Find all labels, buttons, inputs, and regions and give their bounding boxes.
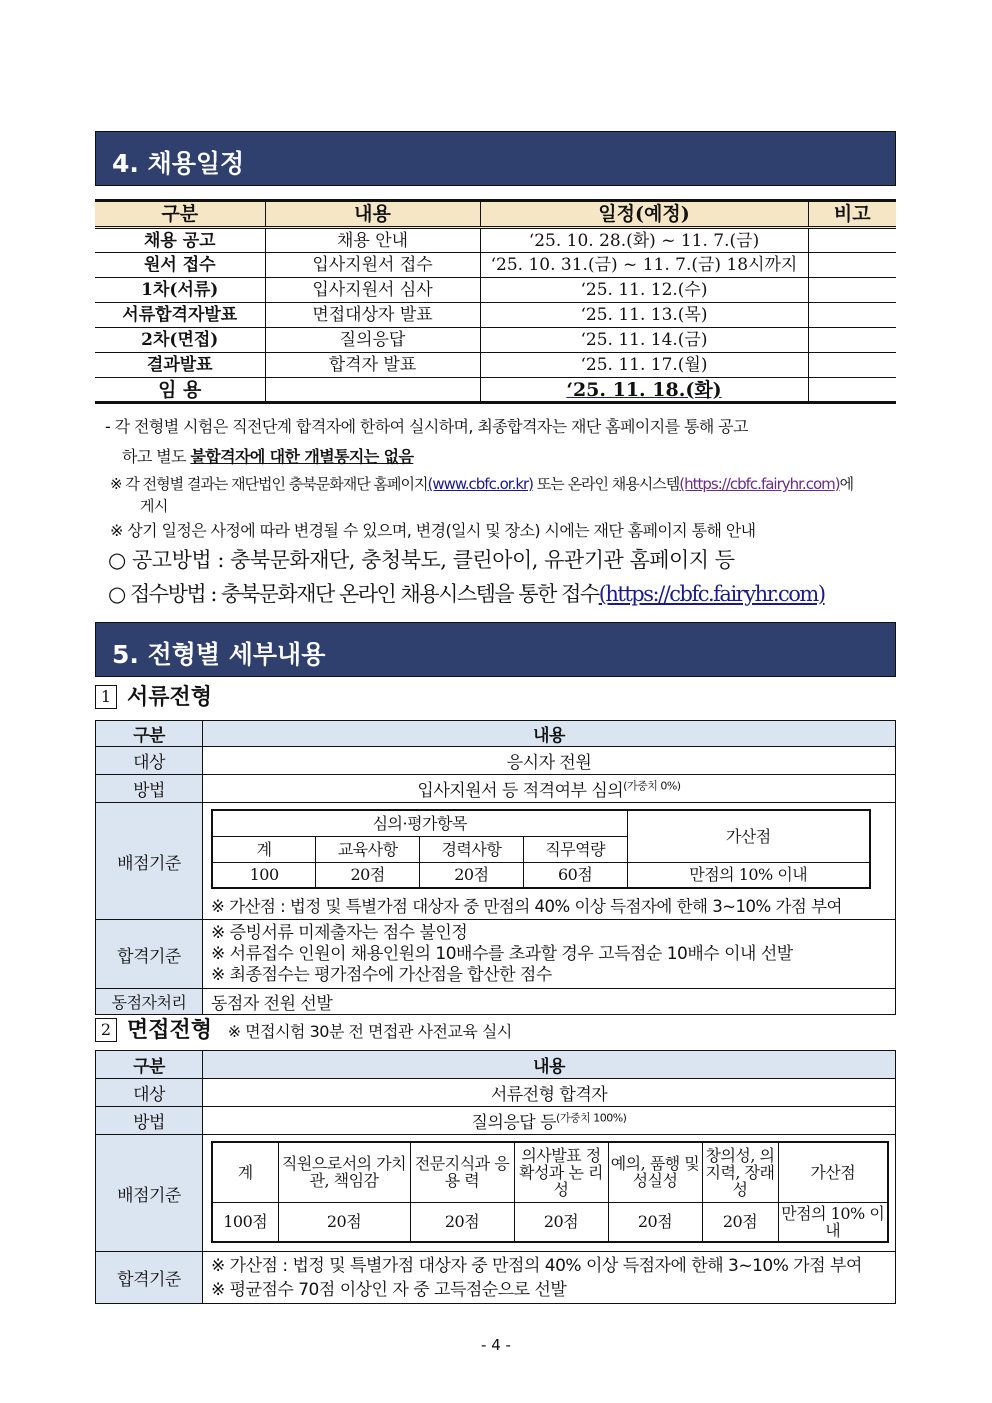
score-note: ※ 가산점 : 법정 및 특별가점 대상자 중 만점의 40% 이상 득점자에 한해 3~10% 가점 부여 <box>211 897 842 916</box>
subsection-note: ※ 면접시험 30분 전 면접관 사전교육 실시 <box>227 1022 512 1041</box>
note-text: 또는 온라인 채용시스템 <box>533 475 680 493</box>
cell: ‘25. 11. 13.(목) <box>480 303 808 328</box>
cell <box>808 378 896 403</box>
cell: 2차(면접) <box>95 328 265 353</box>
apply-link[interactable]: (https://cbfc.fairyhr.com) <box>598 582 825 606</box>
method-text: 입사지원서 등 적격여부 심의 <box>417 781 624 801</box>
note-2-cont: 게시 <box>140 497 168 515</box>
inner-col-header: 예의, 품행 및 성실성 <box>608 1142 702 1202</box>
table-row <box>95 303 896 328</box>
method-value <box>203 1107 896 1135</box>
weight-note: (가중치 0%) <box>623 779 681 793</box>
table-row <box>95 228 896 253</box>
score-inner-table <box>211 1141 889 1243</box>
row-label: 합격기준 <box>96 1252 203 1304</box>
cell <box>808 253 896 278</box>
cell: 임 용 <box>95 378 265 403</box>
pass-item: ※ 평균점수 70점 이상인 자 중 고득점순으로 선발 <box>211 1279 567 1300</box>
table-row <box>95 328 896 353</box>
note-text: ※ 각 전형별 결과는 재단법인 충북문화재단 홈페이지 <box>110 475 428 493</box>
note-1: - 각 전형별 시험은 직전단계 합격자에 한하여 실시하며, 최종합격자는 재단 홈페이지를 통해 공고 <box>105 417 748 436</box>
inner-value: 20점 <box>514 1202 608 1242</box>
subsection-title <box>95 1013 512 1044</box>
homepage-link[interactable]: (www.cbfc.or.kr) <box>427 475 534 493</box>
row-label: 대상 <box>96 747 203 775</box>
cell: 입사지원서 심사 <box>265 278 480 303</box>
pass-item: ※ 최종점수는 평가점수에 가산점을 합산한 점수 <box>211 964 552 985</box>
table-row <box>95 353 896 378</box>
target-value: 응시자 전원 <box>203 747 896 775</box>
inner-value: 만점의 10% 이내 <box>778 1202 888 1242</box>
inner-value: 60점 <box>523 862 627 888</box>
pass-item: ※ 증빙서류 미제출자는 점수 불인정 <box>211 922 468 943</box>
inner-col-header: 교육사항 <box>316 836 420 862</box>
cell: 1차(서류) <box>95 278 265 303</box>
note-1-cont <box>122 444 413 467</box>
table-header-row <box>95 201 896 228</box>
note-text: 에 <box>839 475 854 493</box>
header-cell: 내용 <box>203 1051 896 1079</box>
inner-value: 100점 <box>212 1202 278 1242</box>
table-row <box>95 253 896 278</box>
row-label: 방법 <box>96 1107 203 1135</box>
cell: 질의응답 <box>265 328 480 353</box>
header-cell: 내용 <box>203 721 896 747</box>
inner-value: 20점 <box>420 862 524 888</box>
number-box: 2 <box>95 1018 117 1042</box>
schedule-table <box>95 199 896 404</box>
pass-criteria <box>203 1252 896 1304</box>
cell <box>808 353 896 378</box>
target-value: 서류전형 합격자 <box>203 1079 896 1107</box>
note-2 <box>110 473 853 494</box>
note-3: ※ 상기 일정은 사정에 따라 변경될 수 있으며, 변경(일시 및 장소) 시에는 재단 홈페이지 통해 안내 <box>110 521 756 540</box>
section-4-header: 4. 채용일정 <box>95 131 896 186</box>
inner-col-header: 가산점 <box>778 1142 888 1202</box>
inner-value: 20점 <box>702 1202 778 1242</box>
inner-col-header: 전문지식과 응 용 력 <box>410 1142 514 1202</box>
cell: 서류합격자발표 <box>95 303 265 328</box>
inner-value: 20점 <box>278 1202 410 1242</box>
inner-col-header: 계 <box>212 836 316 862</box>
cell: ‘25. 11. 14.(금) <box>480 328 808 353</box>
cell: 합격자 발표 <box>265 353 480 378</box>
cell <box>808 228 896 253</box>
header-cell: 구분 <box>95 201 265 228</box>
cell: 면접대상자 발표 <box>265 303 480 328</box>
cell: ‘25. 11. 17.(월) <box>480 353 808 378</box>
header-cell: 일정(예정) <box>480 201 808 228</box>
table-row <box>95 378 896 403</box>
method-text: 질의응답 등 <box>471 1113 557 1133</box>
method-value <box>203 775 896 803</box>
note-text: ○ 접수방법 : 충북문화재단 온라인 채용시스템을 통한 접수 <box>108 582 599 606</box>
inner-col-header: 의사발표 정확성과 논 리 성 <box>514 1142 608 1202</box>
apply-method <box>108 578 825 608</box>
cell: ‘25. 11. 18.(화) <box>480 378 808 403</box>
section-5-header: 5. 전형별 세부내용 <box>95 622 896 677</box>
cell: 원서 접수 <box>95 253 265 278</box>
number-box: 1 <box>95 685 117 709</box>
recruit-system-link[interactable]: (https://cbfc.fairyhr.com) <box>679 475 840 493</box>
score-cell <box>203 803 896 920</box>
cell: 입사지원서 접수 <box>265 253 480 278</box>
cell <box>265 378 480 403</box>
inner-col-header: 직무역량 <box>523 836 627 862</box>
inner-value: 만점의 10% 이내 <box>627 862 870 888</box>
row-label: 동점자처리 <box>96 989 203 1015</box>
tie-value: 동점자 전원 선발 <box>203 989 896 1015</box>
inner-col-header: 직원으로서의 가치관, 책임감 <box>278 1142 410 1202</box>
cell: 채용 공고 <box>95 228 265 253</box>
header-cell: 내용 <box>265 201 480 228</box>
score-cell <box>203 1135 896 1252</box>
cell: ‘25. 10. 31.(금) ~ 11. 7.(금) 18시까지 <box>480 253 808 278</box>
header-cell: 비고 <box>808 201 896 228</box>
inner-col-header: 계 <box>212 1142 278 1202</box>
cell: ‘25. 11. 12.(수) <box>480 278 808 303</box>
row-label: 배점기준 <box>96 1135 203 1252</box>
cell: 결과발표 <box>95 353 265 378</box>
pass-criteria <box>203 920 896 989</box>
inner-col-header: 경력사항 <box>420 836 524 862</box>
document-screening-table <box>95 720 896 1015</box>
page-number: - 4 - <box>481 1336 511 1354</box>
header-cell: 구분 <box>96 1051 203 1079</box>
inner-col-header: 창의성, 의지력, 장래성 <box>702 1142 778 1202</box>
pass-item: ※ 가산점 : 법정 및 특별가점 대상자 중 만점의 40% 이상 득점자에 한해 3~10% 가점 부여 <box>211 1255 862 1276</box>
interview-table <box>95 1050 896 1304</box>
cell <box>808 278 896 303</box>
header-cell: 구분 <box>96 721 203 747</box>
score-inner-table <box>211 809 871 889</box>
row-label: 합격기준 <box>96 920 203 989</box>
inner-group-header: 심의·평가항목 <box>212 810 627 836</box>
notice-method: ○ 공고방법 : 충북문화재단, 충청북도, 클린아이, 유관기관 홈페이지 등 <box>108 548 735 572</box>
cell: ‘25. 10. 28.(화) ~ 11. 7.(금) <box>480 228 808 253</box>
row-label: 대상 <box>96 1079 203 1107</box>
inner-value: 20점 <box>608 1202 702 1242</box>
inner-value: 100 <box>212 862 316 888</box>
cell <box>808 303 896 328</box>
subsection-label: 면접전형 <box>127 1017 213 1043</box>
row-label: 배점기준 <box>96 803 203 920</box>
subsection-label: 서류전형 <box>127 684 213 710</box>
subsection-title <box>95 680 212 711</box>
inner-bonus-header: 가산점 <box>627 810 870 862</box>
note-bold: 불합격자에 대한 개별통지는 없음 <box>190 447 414 466</box>
inner-value: 20점 <box>410 1202 514 1242</box>
inner-value: 20점 <box>316 862 420 888</box>
table-row <box>95 278 896 303</box>
weight-note: (가중치 100%) <box>556 1111 627 1125</box>
cell: 채용 안내 <box>265 228 480 253</box>
pass-item: ※ 서류접수 인원이 채용인원의 10배수를 초과할 경우 고득점순 10배수 이내 선발 <box>211 943 793 964</box>
note-text: 하고 별도 <box>122 447 191 466</box>
cell <box>808 328 896 353</box>
row-label: 방법 <box>96 775 203 803</box>
